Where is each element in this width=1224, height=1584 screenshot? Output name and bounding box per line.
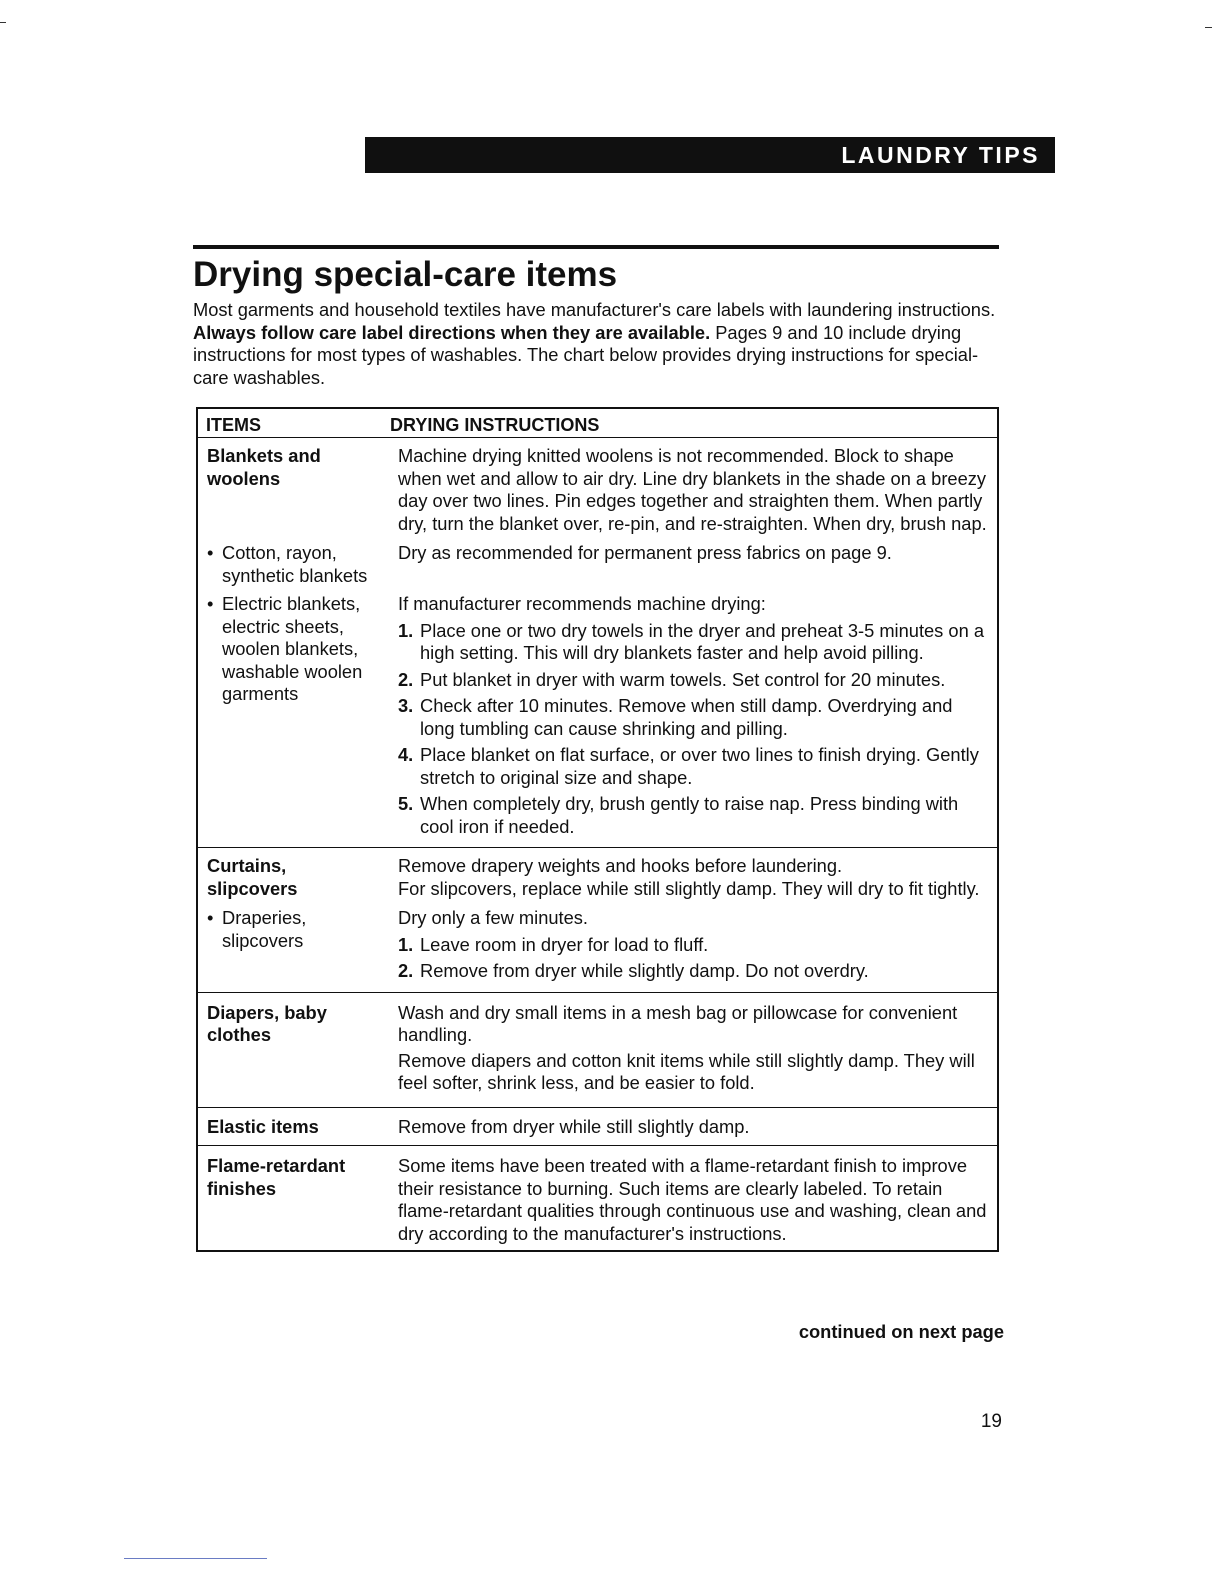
scan-mark (1205, 27, 1212, 28)
scan-mark (0, 22, 6, 23)
list-item (398, 793, 987, 838)
sub-item-label: Electric blankets, electric sheets, woolen blankets, washable woolen garments (222, 593, 363, 704)
instruction-text: Machine drying knitted woolens is not recommended. Block to shape when wet and allow to air dry. Line dry blankets in the shade on a breezy day over two lines. Pin edges together and straighten them. When partly dry, turn the blanket over, re-pin, and re-straighten. When dry, brush nap. (398, 445, 987, 534)
table-group-flame-retardant (198, 1146, 997, 1250)
page-title: Drying special-care items (193, 255, 618, 294)
step-text: Place one or two dry towels in the dryer and preheat 3-5 minutes on a high setting. This will dry blankets faster and help avoid pilling. (420, 619, 984, 663)
instruction-text: Dry only a few minutes. (398, 907, 588, 928)
table-row (198, 907, 997, 987)
list-item (398, 744, 987, 789)
item-name: Flame-retardant finishes (207, 1155, 346, 1199)
step-number: 1. (398, 619, 414, 641)
intro-paragraph (193, 299, 1008, 389)
bullet-icon: • (207, 542, 214, 563)
scan-edge-line (124, 1558, 267, 1559)
bullet-icon: • (207, 907, 214, 928)
table-group-blankets (198, 438, 997, 848)
item-name: Curtains, slipcovers (207, 855, 298, 899)
item-name: Elastic items (207, 1115, 319, 1137)
bullet-icon: • (207, 593, 214, 614)
list-item (398, 960, 987, 983)
step-number: 5. (398, 793, 414, 814)
step-number: 2. (398, 668, 414, 690)
sub-item-label: Cotton, rayon, synthetic blankets (222, 542, 368, 586)
continued-note: continued on next page (798, 1321, 1004, 1342)
section-label: LAUNDRY TIPS (841, 141, 1040, 168)
list-item (398, 669, 987, 692)
sub-item-label: Draperies, slipcovers (222, 907, 307, 951)
instruction-text: If manufacturer recommends machine drying: (398, 593, 766, 614)
step-text: Place blanket on flat surface, or over two lines to finish drying. Gently stretch to original size and shape. (420, 744, 979, 788)
table-group-elastic (198, 1108, 997, 1147)
list-item (398, 620, 987, 665)
step-text: Check after 10 minutes. Remove when still damp. Overdrying and long tumbling can cause shrinking and pilling. (420, 695, 953, 739)
list-item (398, 934, 987, 957)
step-number: 2. (398, 960, 414, 981)
section-header-bar (365, 137, 1055, 173)
step-number: 1. (398, 933, 414, 955)
step-number: 3. (398, 695, 414, 716)
item-name: Diapers, baby clothes (207, 1001, 327, 1045)
table-row (198, 1155, 997, 1245)
header-items: ITEMS (206, 415, 262, 435)
table-header (198, 409, 997, 438)
step-text: Put blanket in dryer with warm towels. Set control for 20 minutes. (420, 668, 946, 690)
header-drying-instructions: DRYING INSTRUCTIONS (390, 415, 600, 435)
instruction-text: Wash and dry small items in a mesh bag or pillowcase for convenient handling. (398, 1001, 958, 1045)
instruction-text: Remove drapery weights and hooks before laundering. (398, 855, 843, 876)
table-row (198, 855, 997, 907)
step-list (398, 934, 987, 983)
table-row (198, 1002, 997, 1102)
step-text: Remove from dryer while slightly damp. Do not overdry. (420, 960, 869, 981)
table-group-curtains (198, 848, 997, 993)
step-list (398, 620, 987, 839)
care-table (196, 407, 999, 1252)
list-item (398, 695, 987, 740)
sub-item (207, 593, 398, 706)
intro-text-start: Most garments and household textiles have manufacturer's care labels with laundering instructions. (193, 299, 996, 320)
intro-bold-text: Always follow care label directions when they are available. (193, 321, 711, 343)
sub-item (207, 907, 398, 952)
instruction-text: For slipcovers, replace while still slightly damp. They will dry to fit tightly. (398, 877, 980, 899)
table-row (198, 593, 997, 842)
instruction-text: Remove from dryer while still slightly damp. (398, 1115, 750, 1137)
title-rule (193, 245, 999, 249)
step-text: When completely dry, brush gently to raise nap. Press binding with cool iron if needed. (420, 793, 959, 837)
table-row (198, 542, 997, 587)
instruction-text: Dry as recommended for permanent press fabrics on page 9. (398, 542, 892, 563)
sub-item (207, 542, 398, 587)
instruction-text: Remove diapers and cotton knit items while still slightly damp. They will feel softer, shrink less, and be easier to fold. (398, 1049, 975, 1093)
page-number: 19 (980, 1411, 1002, 1432)
table-group-diapers (198, 993, 997, 1108)
table-row (198, 1116, 997, 1139)
table-row (198, 445, 997, 542)
item-name: Blankets and woolens (207, 445, 321, 489)
step-number: 4. (398, 744, 414, 765)
instruction-text: Some items have been treated with a flame-retardant finish to improve their resistance to burning. Such items are clearly labeled. To retain flame-retardant qualities through continuous use and washing, clean and dry according to the manufacturer's instructions. (398, 1155, 987, 1244)
intro-text-end: Pages 9 and 10 include drying instructions for most types of washables. The chart below provides drying instructions for special-care washables. (193, 321, 979, 388)
step-text: Leave room in dryer for load to fluff. (420, 933, 709, 955)
